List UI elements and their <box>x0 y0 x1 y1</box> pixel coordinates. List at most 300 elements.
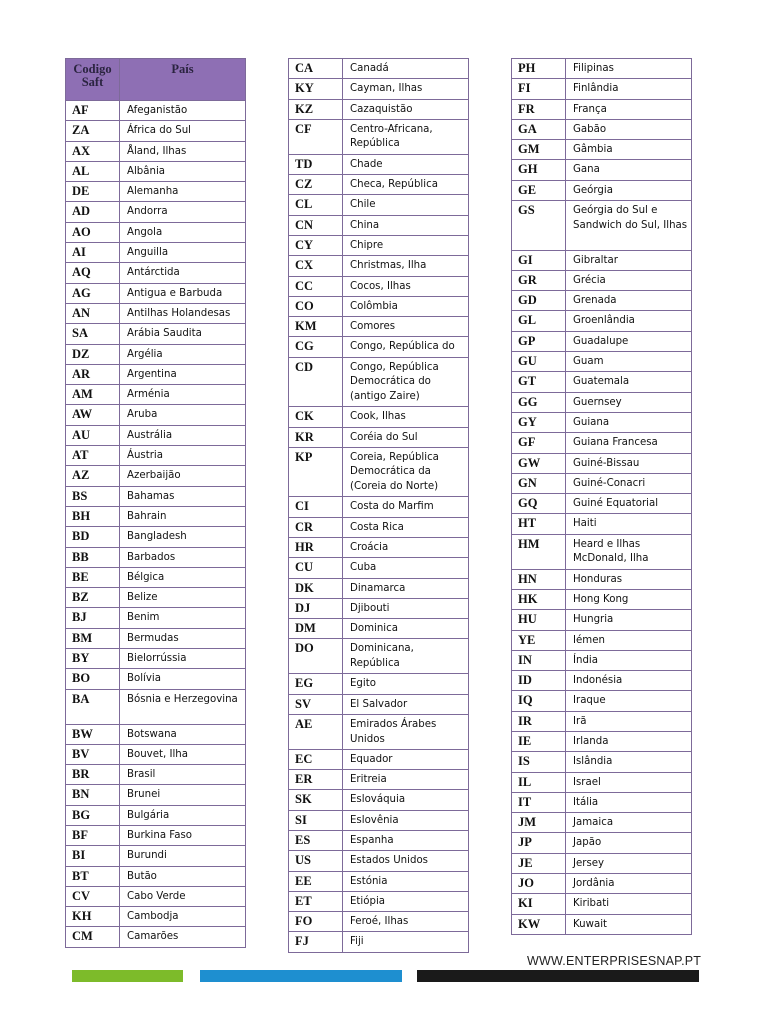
table-row <box>512 291 692 311</box>
country-name: Camarões <box>120 927 246 947</box>
table-row <box>66 689 246 724</box>
country-name: Haiti <box>566 514 692 534</box>
country-code: KR <box>289 427 343 447</box>
country-name: Anguilla <box>120 243 246 263</box>
table-row <box>66 324 246 344</box>
country-code: IT <box>512 792 566 812</box>
country-name: Egito <box>343 674 469 694</box>
country-code: CF <box>289 119 343 154</box>
country-name: Estónia <box>343 871 469 891</box>
table-row <box>66 202 246 222</box>
table-row <box>66 805 246 825</box>
table-row <box>289 119 469 154</box>
table-row <box>289 497 469 517</box>
country-code: CM <box>66 927 120 947</box>
country-code: AG <box>66 283 120 303</box>
country-name: Guiné Equatorial <box>566 494 692 514</box>
country-code: GS <box>512 201 566 251</box>
country-name: Indonésia <box>566 671 692 691</box>
country-name: Itália <box>566 792 692 812</box>
country-name: Arábia Saudita <box>120 324 246 344</box>
country-code: GA <box>512 119 566 139</box>
country-name: Fiji <box>343 932 469 952</box>
country-code: AI <box>66 243 120 263</box>
country-code: ID <box>512 671 566 691</box>
country-name: Centro-Africana, República <box>343 119 469 154</box>
country-code: IR <box>512 711 566 731</box>
country-code: GY <box>512 412 566 432</box>
country-name: Espanha <box>343 830 469 850</box>
table-row <box>512 270 692 290</box>
table-row <box>289 851 469 871</box>
table-row <box>66 344 246 364</box>
country-code: IN <box>512 650 566 670</box>
country-code: US <box>289 851 343 871</box>
country-code: GW <box>512 453 566 473</box>
country-code: GN <box>512 473 566 493</box>
country-code: GP <box>512 331 566 351</box>
country-name: Bahamas <box>120 486 246 506</box>
country-code: AT <box>66 446 120 466</box>
country-code: CY <box>289 235 343 255</box>
table-row <box>289 59 469 79</box>
country-code: DJ <box>289 598 343 618</box>
country-name: Andorra <box>120 202 246 222</box>
footer-bar-black <box>417 970 699 982</box>
table-row <box>66 846 246 866</box>
country-code: GI <box>512 250 566 270</box>
country-name: Jordânia <box>566 874 692 894</box>
country-code: AE <box>289 714 343 749</box>
country-name: Geórgia do Sul e Sandwich do Sul, Ilhas <box>566 201 692 251</box>
table-row <box>289 790 469 810</box>
country-code: HN <box>512 569 566 589</box>
table-row <box>66 567 246 587</box>
country-code: DM <box>289 619 343 639</box>
country-code: CN <box>289 215 343 235</box>
country-name: Filipinas <box>566 59 692 79</box>
country-name: Guernsey <box>566 392 692 412</box>
country-code: JE <box>512 853 566 873</box>
table-row <box>289 891 469 911</box>
footer-bar-blue <box>200 970 402 982</box>
table-row <box>289 195 469 215</box>
table-row <box>66 608 246 628</box>
country-code: FJ <box>289 932 343 952</box>
table-row <box>289 276 469 296</box>
table-row <box>512 473 692 493</box>
country-name: Guiné-Bissau <box>566 453 692 473</box>
table-row <box>289 578 469 598</box>
country-code: CC <box>289 276 343 296</box>
table-row <box>512 331 692 351</box>
table-row <box>512 650 692 670</box>
country-name: Bósnia e Herzegovina <box>120 689 246 724</box>
country-name: Feroé, Ilhas <box>343 912 469 932</box>
table-row <box>66 446 246 466</box>
country-name: Afeganistão <box>120 101 246 121</box>
table-row <box>66 466 246 486</box>
country-name: Chipre <box>343 235 469 255</box>
country-code: KZ <box>289 99 343 119</box>
table-row <box>512 630 692 650</box>
country-name: Guadalupe <box>566 331 692 351</box>
table-row <box>512 119 692 139</box>
country-name: Christmas, Ilha <box>343 256 469 276</box>
country-name: Guam <box>566 352 692 372</box>
country-name: Albânia <box>120 161 246 181</box>
table-row <box>66 765 246 785</box>
country-code: GT <box>512 372 566 392</box>
country-code: BE <box>66 567 120 587</box>
country-name: Cazaquistão <box>343 99 469 119</box>
country-name: Bouvet, Ilha <box>120 744 246 764</box>
country-code: BZ <box>66 588 120 608</box>
table-row <box>289 407 469 427</box>
country-name: Argélia <box>120 344 246 364</box>
country-code: EG <box>289 674 343 694</box>
table-row <box>512 160 692 180</box>
country-name: Cayman, Ilhas <box>343 79 469 99</box>
country-code: BD <box>66 527 120 547</box>
table-row <box>289 427 469 447</box>
table-row <box>289 357 469 407</box>
table-row <box>66 222 246 242</box>
country-code: BW <box>66 724 120 744</box>
country-name: Cocos, Ilhas <box>343 276 469 296</box>
country-code: CU <box>289 558 343 578</box>
country-name: Antárctida <box>120 263 246 283</box>
country-name: Comores <box>343 317 469 337</box>
country-code: BJ <box>66 608 120 628</box>
country-code: AX <box>66 141 120 161</box>
country-name: Cabo Verde <box>120 886 246 906</box>
country-code: CX <box>289 256 343 276</box>
country-name: Angola <box>120 222 246 242</box>
country-code: CV <box>66 886 120 906</box>
country-name: Checa, República <box>343 175 469 195</box>
country-code: CA <box>289 59 343 79</box>
country-code: GU <box>512 352 566 372</box>
country-code: DE <box>66 182 120 202</box>
table-row <box>66 486 246 506</box>
country-code: BY <box>66 649 120 669</box>
country-name: Kiribati <box>566 894 692 914</box>
country-code: BG <box>66 805 120 825</box>
country-name: Aruba <box>120 405 246 425</box>
table-row <box>66 866 246 886</box>
table-row <box>512 691 692 711</box>
table-row <box>66 825 246 845</box>
country-code: AF <box>66 101 120 121</box>
table-row <box>512 534 692 569</box>
table-row <box>289 517 469 537</box>
table-row <box>66 669 246 689</box>
table-row <box>512 914 692 934</box>
country-name: Åland, Ilhas <box>120 141 246 161</box>
country-code: GR <box>512 270 566 290</box>
table-row <box>289 175 469 195</box>
country-name: Coréia do Sul <box>343 427 469 447</box>
country-name: Honduras <box>566 569 692 589</box>
table-row <box>289 337 469 357</box>
country-code: KW <box>512 914 566 934</box>
country-name: Argentina <box>120 364 246 384</box>
country-code: IQ <box>512 691 566 711</box>
country-code: GH <box>512 160 566 180</box>
country-code: JP <box>512 833 566 853</box>
table-row <box>66 141 246 161</box>
table-row <box>66 506 246 526</box>
table-row <box>512 372 692 392</box>
country-code: BH <box>66 506 120 526</box>
country-name: Croácia <box>343 537 469 557</box>
country-code: CK <box>289 407 343 427</box>
table-row <box>66 886 246 906</box>
country-code: SK <box>289 790 343 810</box>
table-row <box>512 711 692 731</box>
country-name: Congo, República do <box>343 337 469 357</box>
country-code: JM <box>512 813 566 833</box>
country-code: AW <box>66 405 120 425</box>
country-name: Israel <box>566 772 692 792</box>
table-row <box>512 180 692 200</box>
country-code: CL <box>289 195 343 215</box>
country-code: AD <box>66 202 120 222</box>
table-row <box>512 433 692 453</box>
table-row <box>512 140 692 160</box>
table-row <box>289 558 469 578</box>
table-row <box>289 598 469 618</box>
country-code: BF <box>66 825 120 845</box>
country-name: Estados Unidos <box>343 851 469 871</box>
country-code: BB <box>66 547 120 567</box>
country-name: Azerbaijão <box>120 466 246 486</box>
country-name: Antigua e Barbuda <box>120 283 246 303</box>
country-name: Gabão <box>566 119 692 139</box>
table-row <box>289 694 469 714</box>
country-code: KY <box>289 79 343 99</box>
country-code-table-3 <box>511 58 692 935</box>
table-row <box>512 792 692 812</box>
table-row <box>289 639 469 674</box>
table-row <box>289 830 469 850</box>
country-code: BI <box>66 846 120 866</box>
table-row <box>289 215 469 235</box>
country-name: Dominicana, República <box>343 639 469 674</box>
country-name: Barbados <box>120 547 246 567</box>
table-row <box>66 927 246 947</box>
country-name: Belize <box>120 588 246 608</box>
country-name: Bélgica <box>120 567 246 587</box>
country-code: FI <box>512 79 566 99</box>
table-row <box>289 749 469 769</box>
country-name: Chile <box>343 195 469 215</box>
country-code: BN <box>66 785 120 805</box>
country-name: Bangladesh <box>120 527 246 547</box>
country-name: Dinamarca <box>343 578 469 598</box>
country-code: BV <box>66 744 120 764</box>
country-name: Jamaica <box>566 813 692 833</box>
footer-bar-green <box>72 970 183 982</box>
table-row <box>512 732 692 752</box>
country-code: BM <box>66 628 120 648</box>
country-code: EE <box>289 871 343 891</box>
country-name: Japão <box>566 833 692 853</box>
table-row <box>66 263 246 283</box>
country-name: Áustria <box>120 446 246 466</box>
country-code: GD <box>512 291 566 311</box>
table-row <box>289 932 469 952</box>
country-name: Guiné-Conacri <box>566 473 692 493</box>
table-row <box>66 628 246 648</box>
table-row <box>289 256 469 276</box>
country-name: Benim <box>120 608 246 628</box>
country-name: China <box>343 215 469 235</box>
country-name: Brunei <box>120 785 246 805</box>
country-code-table-2 <box>288 58 469 953</box>
country-name: Cook, Ilhas <box>343 407 469 427</box>
table-row <box>512 671 692 691</box>
table-row <box>66 405 246 425</box>
table-row <box>512 201 692 251</box>
website-url: WWW.ENTERPRISESNAP.PT <box>527 954 702 968</box>
country-code: ET <box>289 891 343 911</box>
table-row <box>512 569 692 589</box>
country-code: GF <box>512 433 566 453</box>
country-code: IE <box>512 732 566 752</box>
table-row <box>512 894 692 914</box>
country-code: AZ <box>66 466 120 486</box>
header-code: Codigo Saft <box>66 59 120 101</box>
table-row <box>289 235 469 255</box>
country-code: DK <box>289 578 343 598</box>
country-code: EC <box>289 749 343 769</box>
country-code: BR <box>66 765 120 785</box>
table-row <box>512 453 692 473</box>
country-name: Grenada <box>566 291 692 311</box>
country-name: Chade <box>343 154 469 174</box>
country-name: Coreia, República Democrática da (Coreia do Norte) <box>343 447 469 497</box>
table-row <box>66 785 246 805</box>
table-row <box>289 537 469 557</box>
table-row <box>66 907 246 927</box>
country-code: ES <box>289 830 343 850</box>
country-code: CR <box>289 517 343 537</box>
country-name: Burundi <box>120 846 246 866</box>
country-name: Cambodja <box>120 907 246 927</box>
table-row <box>289 912 469 932</box>
country-code: KI <box>512 894 566 914</box>
country-name: França <box>566 99 692 119</box>
country-code: AL <box>66 161 120 181</box>
table-row <box>66 425 246 445</box>
country-code: CG <box>289 337 343 357</box>
country-name: Iémen <box>566 630 692 650</box>
country-code: PH <box>512 59 566 79</box>
country-code: ER <box>289 770 343 790</box>
country-name: Finlândia <box>566 79 692 99</box>
country-code: GM <box>512 140 566 160</box>
table-row <box>512 311 692 331</box>
country-name: Geórgia <box>566 180 692 200</box>
table-row <box>512 99 692 119</box>
country-code: KM <box>289 317 343 337</box>
country-name: África do Sul <box>120 121 246 141</box>
country-name: Austrália <box>120 425 246 445</box>
table-row <box>289 770 469 790</box>
country-name: Canadá <box>343 59 469 79</box>
country-code: AN <box>66 303 120 323</box>
table-row <box>66 385 246 405</box>
country-code: JO <box>512 874 566 894</box>
table-row <box>512 250 692 270</box>
table-header <box>66 59 246 101</box>
country-code: CD <box>289 357 343 407</box>
table-row <box>512 874 692 894</box>
country-name: Guiana <box>566 412 692 432</box>
country-code: GQ <box>512 494 566 514</box>
table-row <box>289 296 469 316</box>
table-row <box>512 772 692 792</box>
country-code-table-1 <box>65 58 246 948</box>
table-row <box>289 317 469 337</box>
country-name: Butão <box>120 866 246 886</box>
country-code: CZ <box>289 175 343 195</box>
table-row <box>66 724 246 744</box>
country-code: ZA <box>66 121 120 141</box>
table-row <box>512 853 692 873</box>
country-name: Arménia <box>120 385 246 405</box>
country-code: KP <box>289 447 343 497</box>
country-name: Guatemala <box>566 372 692 392</box>
country-name: Costa Rica <box>343 517 469 537</box>
country-name: Emirados Árabes Unidos <box>343 714 469 749</box>
country-name: Jersey <box>566 853 692 873</box>
table-row <box>289 871 469 891</box>
country-name: Grécia <box>566 270 692 290</box>
country-code: HM <box>512 534 566 569</box>
table-row <box>512 813 692 833</box>
country-code: TD <box>289 154 343 174</box>
country-name: Heard e Ilhas McDonald, Ilha <box>566 534 692 569</box>
country-code: SI <box>289 810 343 830</box>
country-code: IL <box>512 772 566 792</box>
country-code: SA <box>66 324 120 344</box>
table-row <box>66 243 246 263</box>
country-code: HR <box>289 537 343 557</box>
country-name: Burkina Faso <box>120 825 246 845</box>
country-name: El Salvador <box>343 694 469 714</box>
table-row <box>66 283 246 303</box>
country-name: Congo, República Democrática do (antigo Zaire) <box>343 357 469 407</box>
country-name: Brasil <box>120 765 246 785</box>
table-row <box>512 833 692 853</box>
country-name: Colômbia <box>343 296 469 316</box>
country-name: Botswana <box>120 724 246 744</box>
table-row <box>512 352 692 372</box>
table-row <box>289 99 469 119</box>
table-row <box>66 547 246 567</box>
table-row <box>289 674 469 694</box>
table-row <box>66 527 246 547</box>
country-name: Bermudas <box>120 628 246 648</box>
table-row <box>66 161 246 181</box>
table-row <box>66 182 246 202</box>
country-name: Islândia <box>566 752 692 772</box>
country-name: Djibouti <box>343 598 469 618</box>
country-name: Eslovênia <box>343 810 469 830</box>
